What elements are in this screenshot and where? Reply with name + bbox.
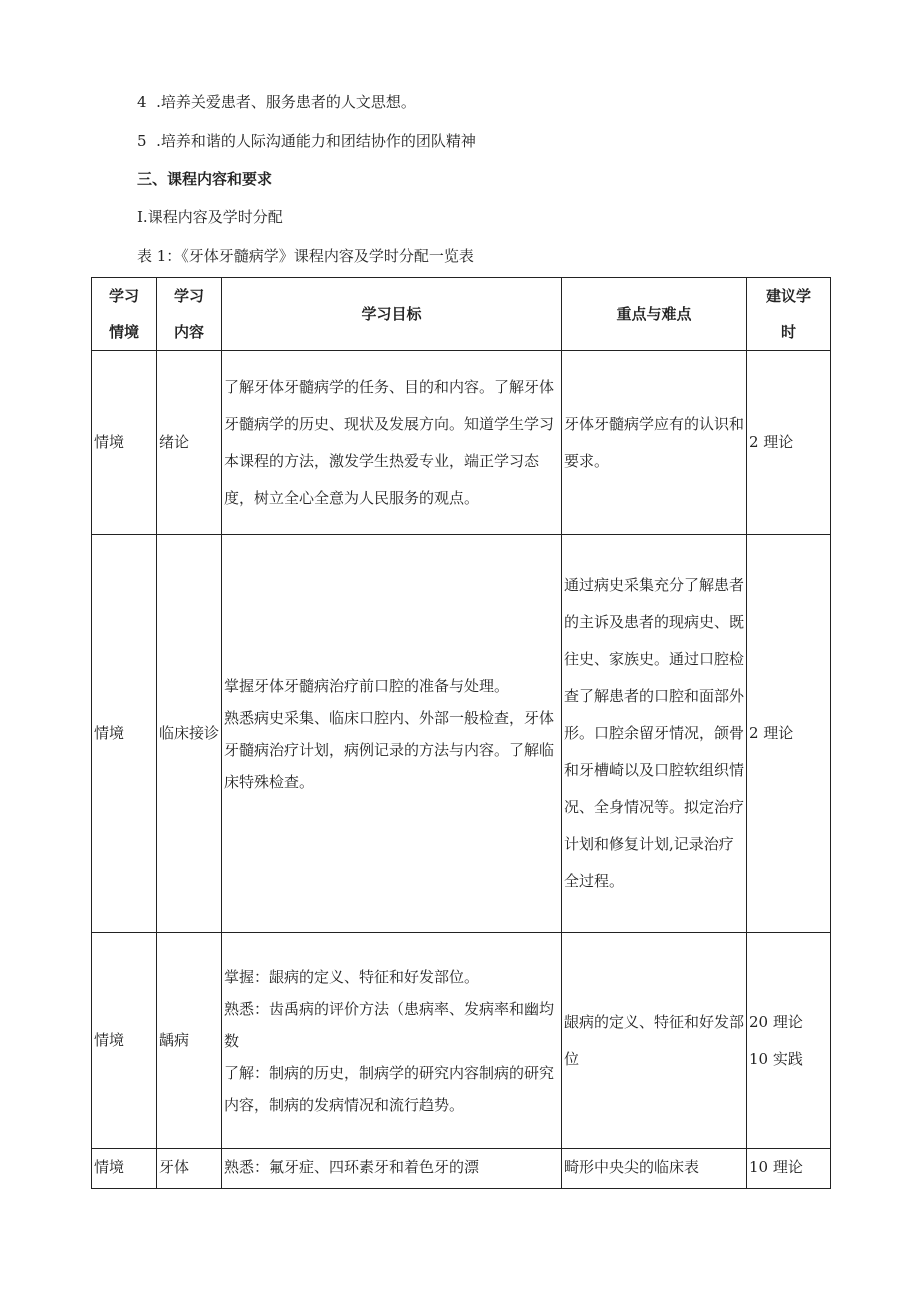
cell-objectives: 熟悉：氟牙症、四环素牙和着色牙的漂 — [222, 1149, 562, 1189]
cell-key-points: 龈病的定义、特征和好发部位 — [562, 933, 747, 1149]
cell-key-points: 畸形中央尖的临床表 — [562, 1149, 747, 1189]
cell-objectives: 掌握：龈病的定义、特征和好发部位。 熟悉：齿禹病的评价方法（患病率、发病率和幽均数 了解：制病的历史，制病学的研究内容制病的研究内容，制病的发病情况和流行趋势。 — [222, 933, 562, 1149]
table-row — [92, 535, 831, 933]
cell-situation: 情境 — [92, 1149, 157, 1189]
cell-content: 龋病 — [157, 933, 222, 1149]
cell-key-points: 牙体牙髓病学应有的认识和要求。 — [562, 351, 747, 535]
cell-hours: 2 理论 — [747, 351, 831, 535]
table-caption: 表 1：《牙体牙髓病学》课程内容及学时分配一览表 — [137, 247, 474, 265]
header-situation-label: 学习 情境 — [108, 287, 139, 341]
cell-content: 绪论 — [157, 351, 222, 535]
cell-key-points: 通过病史采集充分了解患者的主诉及患者的现病史、既往史、家族史。通过口腔检查了解患者的口腔和面部外形。口腔余留牙情况，颌骨和牙槽崎以及口腔软组织情况、全身情况等。拟定治疗计划和修复计划,记录治疗全过程。 — [562, 535, 747, 933]
objective-item-4: 4 .培养关爱患者、服务患者的人文思想。 — [137, 93, 416, 111]
header-objectives: 学习目标 — [222, 278, 562, 351]
header-content — [157, 278, 222, 351]
cell-situation: 情境 — [92, 535, 157, 933]
table-row — [92, 351, 831, 535]
header-situation — [92, 278, 157, 351]
section-heading: 三、课程内容和要求 — [137, 170, 273, 188]
header-hours — [747, 278, 831, 351]
header-content-label: 学习 内容 — [173, 287, 204, 341]
header-hours-label: 建议学 时 — [765, 287, 811, 341]
cell-hours: 2 理论 — [747, 535, 831, 933]
objective-item-5: 5 .培养和谐的人际沟通能力和团结协作的团队精神 — [137, 132, 476, 150]
header-key-points: 重点与难点 — [562, 278, 747, 351]
cell-content: 牙体 — [157, 1149, 222, 1189]
subsection-heading: I.课程内容及学时分配 — [137, 208, 283, 226]
table-header-row — [92, 278, 831, 351]
cell-objectives: 了解牙体牙髓病学的任务、目的和内容。了解牙体牙髓病学的历史、现状及发展方向。知道学生学习本课程的方法，激发学生热爱专业，端正学习态度，树立全心全意为人民服务的观点。 — [222, 351, 562, 535]
cell-hours: 10 理论 — [747, 1149, 831, 1189]
cell-content: 临床接诊 — [157, 535, 222, 933]
table-row — [92, 933, 831, 1149]
cell-hours: 20 理论 10 实践 — [747, 933, 831, 1149]
cell-objectives: 掌握牙体牙髓病治疗前口腔的准备与处理。 熟悉病史采集、临床口腔内、外部一般检查，牙体牙髓病治疗计划，病例记录的方法与内容。了解临床特殊检查。 — [222, 535, 562, 933]
cell-situation: 情境 — [92, 933, 157, 1149]
cell-situation: 情境 — [92, 351, 157, 535]
table-row — [92, 1149, 831, 1189]
course-content-table — [91, 277, 831, 1189]
